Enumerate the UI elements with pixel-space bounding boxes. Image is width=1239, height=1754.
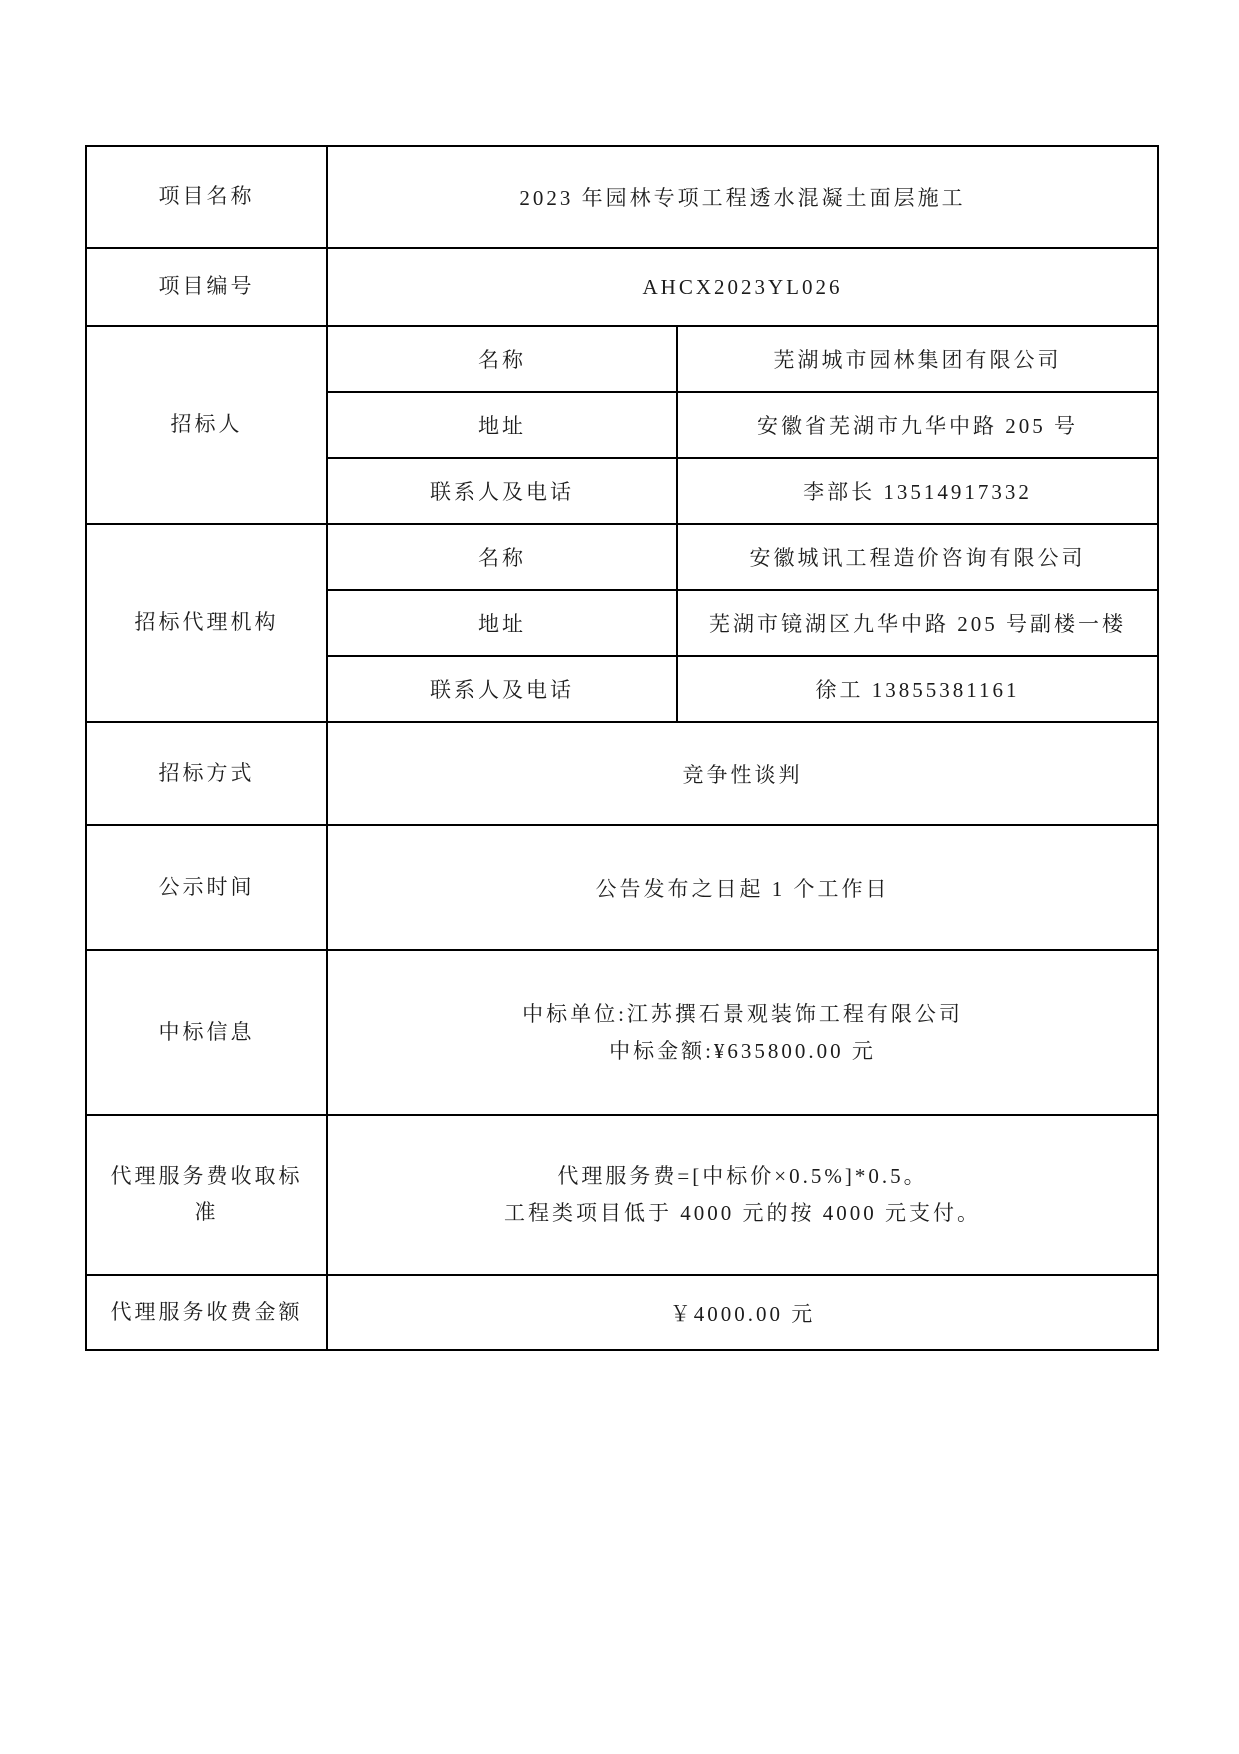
tenderer-contact-label: 联系人及电话: [327, 458, 677, 524]
agency-address-label: 地址: [327, 590, 677, 656]
row-publicity: [86, 825, 1158, 950]
fee-standard-label: 代理服务费收取标准: [86, 1115, 327, 1275]
tenderer-address-label: 地址: [327, 392, 677, 458]
award-value: [327, 950, 1158, 1115]
agency-contact-value: 徐工 13855381161: [677, 656, 1158, 722]
fee-standard-value: [327, 1115, 1158, 1275]
row-fee-standard: [86, 1115, 1158, 1275]
row-fee-amount: [86, 1275, 1158, 1350]
award-amount-line: 中标金额:¥635800.00 元: [609, 1038, 876, 1063]
row-agency-name: [86, 524, 1158, 590]
tenderer-contact-value: 李部长 13514917332: [677, 458, 1158, 524]
award-winner-line: 中标单位:江苏撰石景观装饰工程有限公司: [522, 1001, 963, 1026]
row-project-name: [86, 146, 1158, 248]
tenderer-label: 招标人: [86, 326, 327, 524]
project-code-value: AHCX2023YL026: [327, 248, 1158, 326]
tenderer-name-value: 芜湖城市园林集团有限公司: [677, 326, 1158, 392]
award-label: 中标信息: [86, 950, 327, 1115]
tenderer-address-value: 安徽省芜湖市九华中路 205 号: [677, 392, 1158, 458]
method-label: 招标方式: [86, 722, 327, 825]
project-name-value: 2023 年园林专项工程透水混凝土面层施工: [327, 146, 1158, 248]
fee-amount-value: ￥4000.00 元: [327, 1275, 1158, 1350]
fee-formula-line: 代理服务费=[中标价×0.5%]*0.5。: [557, 1164, 928, 1189]
row-project-code: [86, 248, 1158, 326]
agency-label: 招标代理机构: [86, 524, 327, 722]
row-method: [86, 722, 1158, 825]
tenderer-name-label: 名称: [327, 326, 677, 392]
project-name-label: 项目名称: [86, 146, 327, 248]
method-value: 竞争性谈判: [327, 722, 1158, 825]
bid-info-table: [85, 145, 1159, 1351]
row-tenderer-name: [86, 326, 1158, 392]
agency-address-value: 芜湖市镜湖区九华中路 205 号副楼一楼: [677, 590, 1158, 656]
agency-name-label: 名称: [327, 524, 677, 590]
fee-minimum-line: 工程类项目低于 4000 元的按 4000 元支付。: [504, 1201, 981, 1225]
fee-amount-label: 代理服务收费金额: [86, 1275, 327, 1350]
publicity-label: 公示时间: [86, 825, 327, 950]
row-award-info: [86, 950, 1158, 1115]
publicity-value: 公告发布之日起 1 个工作日: [327, 825, 1158, 950]
agency-name-value: 安徽城讯工程造价咨询有限公司: [677, 524, 1158, 590]
agency-contact-label: 联系人及电话: [327, 656, 677, 722]
project-code-label: 项目编号: [86, 248, 327, 326]
